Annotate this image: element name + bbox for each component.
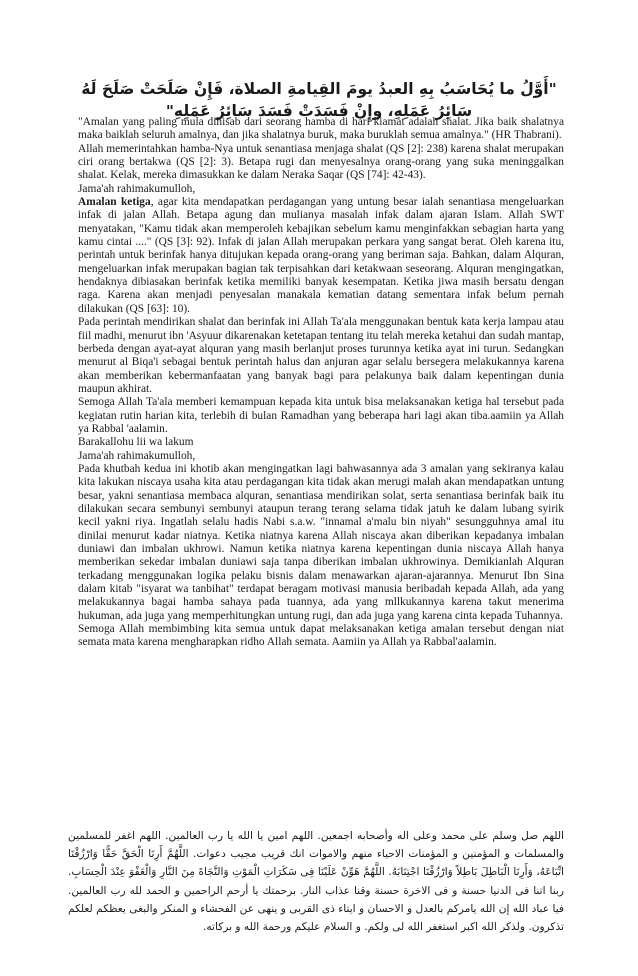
- document-body: [78, 116, 564, 650]
- hadith-translation-paragraph: "Amalan yang paling mula dihisab dari seorang hamba di hari kiamat adalah shalat. Jika baik shalatnya maka baiklah seluruh amalnya, dan jika shalatnya buruk, maka buruklah semua amalnya." (HR Thabrani).: [78, 116, 564, 142]
- prayer-paragraph: Semoga Allah Ta'ala memberi kemampuan kepada kita untuk bisa melaksanakan ketiga hal tersebut pada kegiatan rutin harian kita, terlebih di bulan Ramadhan yang beberapa hari lagi akan tiba.aamiin ya Allah ya Rabbal 'aalamin.: [78, 396, 564, 435]
- final-prayer-paragraph: Semoga Allah membimbing kita semua untuk dapat melaksanakan ketiga amalan tersebut dengan niat semata mata karena mengharapkan ridho Allah semata. Aamiin ya Allah ya Rabbal'aalamin.: [78, 623, 564, 649]
- address-line-second: Jama'ah rahimakumulloh,: [78, 449, 196, 462]
- third-practice-paragraph: Amalan ketiga, agar kita mendapatkan perdagangan yang untung besar ialah senantiasa mengeluarkan infak di jalan Allah. Betapa agung dan mulianya masalah infak dalam ajaran Islam. Allah SWT menyatakan, "Kamu tidak akan memperoleh kebajikan sebelum kamu menginfakkan sebagian harta yang kamu cintai ...." (QS [3]: 92). Infak di jalan Allah merupakan perkara yang sangat berat. Oleh karena itu, perintah untuk berinfak hanya ditujukan kepada orang-orang yang beriman saja. Bahkan, dalam Alquran, mengeluarkan infak merupakan bagian tak terpisahkan dari ketakwaan seseorang. Alquran mengingatkan, hendaknya dibiasakan berinfak ketika memiliki banyak kesempatan. Ketika jiwa masih bersatu dengan raga. Karena akan menjadi penyesalan manakala kematian datang sementara infak belum pernah dilakukan (QS [63]: 10).: [78, 196, 564, 315]
- verb-form-paragraph: Pada perintah mendirikan shalat dan berinfak ini Allah Ta'ala menggunakan bentuk kata kerja lampau atau fiil madhi, menurut ibn 'Asyuur dikarenakan ketetapan tentang itu telah mereka ketahui dan sudah mantap, berbeda dengan ayat-ayat alquran yang masih berlanjut proses turunnya ketika ayat ini turun. Sedangkan menurut al Biqa'i sebagai bentuk perintah halus dan anjuran agar selalu bersegera melakukannya karena akan memberikan kebermanfaatan yang banyak bagi para pelakunya baik dalam kepentingan dunia maupun akhirat.: [78, 316, 564, 395]
- shalat-paragraph: Allah memerintahkan hamba-Nya untuk senantiasa menjaga shalat (QS [2]: 238) karena shalat merupakan ciri orang bertakwa (QS [2]: 3). Betapa rugi dan menyesalnya orang-orang yang suka meninggalkan shalat. Kelak, mereka dimasukkan ke dalam Neraka Saqar (QS [74]: 42-43).: [78, 142, 564, 182]
- address-line: Jama'ah rahimakumulloh,: [78, 182, 196, 195]
- bold-lead: Amalan ketiga: [78, 196, 151, 209]
- arabic-hadith-heading: "أَوَّلُ ما يُحَاسَبُ بِهِ العبدُ يومَ القِيامةِ الصلاة، فَإِنْ صَلَحَتْ صَلَحَ لَهُ سَائِرُ عَمَلِهِ، وإِنْ فَسَدَتْ فَسَدَ سَائِرُ عَمَلِهِ": [81, 80, 557, 120]
- arabic-closing-prayer: اللهم صل وسلم على محمد وعلى اله وأصحابه اجمعين. اللهم امين يا الله يا رب العالمين. اللهم اغفر للمسلمين والمسلمات و المؤمنين و المؤمنات الاحياء منهم والاموات انك قريب مجيب دعوات. اللَّهُمَّ أَرِنَا الْحَقَّ حَقًّا وَارْزُقْنَا اتِّبَاعَهُ، وَأَرِنَا الْبَاطِلَ بَاطِلاً وَارْزُقْنَا اجْتِنَابَهُ. اللَّهُمَّ هَوِّنْ عَلَيْنَا فِى سَكَرَاتِ الْمَوْتِ وَالنَّجَاةَ مِنَ النَّارِ وَالْعَفْوَ عِنْدَ الْحِسَابِ. ربنا اتنا فى الدنيا حسنة و فى الاخرة حسنة وقنا عذاب النار. برحمتك يا أرحم الراحمين و الحمد لله رب العالمين. فيا عباد الله إن الله يامركم بالعدل و الاحسان و ايتاء ذى القربى و ينهى عن الفحشاء و المنكر والبغى يعظكم لعلكم تذكرون. ولذكر الله اكبر استغفر الله لى ولكم. و السلام عليكم ورحمة الله و بركاته.: [68, 830, 564, 934]
- third-practice-text: agar kita mendapatkan perdagangan yang untung besar ialah senantiasa mengeluarkan infak di jalan Allah. Betapa agung dan mulianya masalah infak dalam ajaran Islam. Allah SWT menyatakan, "Kamu tidak akan memperoleh kebajikan sebelum kamu menginfakkan sebagian harta yang kamu cintai ...." (QS [3]: 92). Infak di jalan Allah merupakan perkara yang sangat berat. Oleh karena itu, perintah untuk berinfak hanya ditujukan kepada orang-orang yang beriman saja. Bahkan, dalam Alquran, mengeluarkan infak merupakan bagian tak terpisahkan dari ketakwaan seseorang. Alquran mengingatkan, hendaknya dibiasakan berinfak ketika memiliki banyak kesempatan. Ketika jiwa masih bersatu dengan raga. Karena akan menjadi penyesalan manakala kematian datang sementara infak belum pernah dilakukan (QS [63]: 10).: [78, 196, 564, 315]
- closing-greeting-line: Barakallohu lii wa lakum: [78, 436, 194, 449]
- second-khutbah-paragraph: Pada khutbah kedua ini khotib akan mengingatkan lagi bahwasannya ada 3 amalan yang sekiranya kalau kita lakukan niscaya usaha kita atau perdagangan kita tidak akan merugi malah akan mendapatkan untung besar, yakni senantiasa membaca alquran, senantiasa mendirikan solat, serta senantiasa berinfak baik itu dilakukan secara sembunyi sembunyi ataupun terang terang selama tidak jatuh ke dalam lubang syirik kecil yakni riya. Ingatlah selalu hadis Nabi s.a.w. "innamal a'malu bin niyah" sesungguhnya amal itu dinilai menurut kadar niatnya. Ketika niatnya karena Allah niscaya akan diberikan kepadanya imbalan duniawi dan imbalan ukhrowi. Namun ketika niatnya karena kepentingan dunia niscaya Allah hanya memberikan sekedar imbalan duniawi saja tanpa diberikan imbalan ukhrowinya. Demikianlah Alquran terkadang menggunakan logika pelaku bisnis dalam menawarkan ajaran-ajarannya. Menurut Ibn Sina dalam kitab "isyarat wa tanbihat" terdapat beragam motivasi manusia beribadah kepada Allah, ada yang melakukannya bagai hamba sahaya pada tuannya, ada yang mllkukannya karena takut menerima hukuman, ada juga yang memperhitungkan untung rugi, dan ada juga yang karena cinta kepada Tuhannya.: [78, 462, 564, 622]
